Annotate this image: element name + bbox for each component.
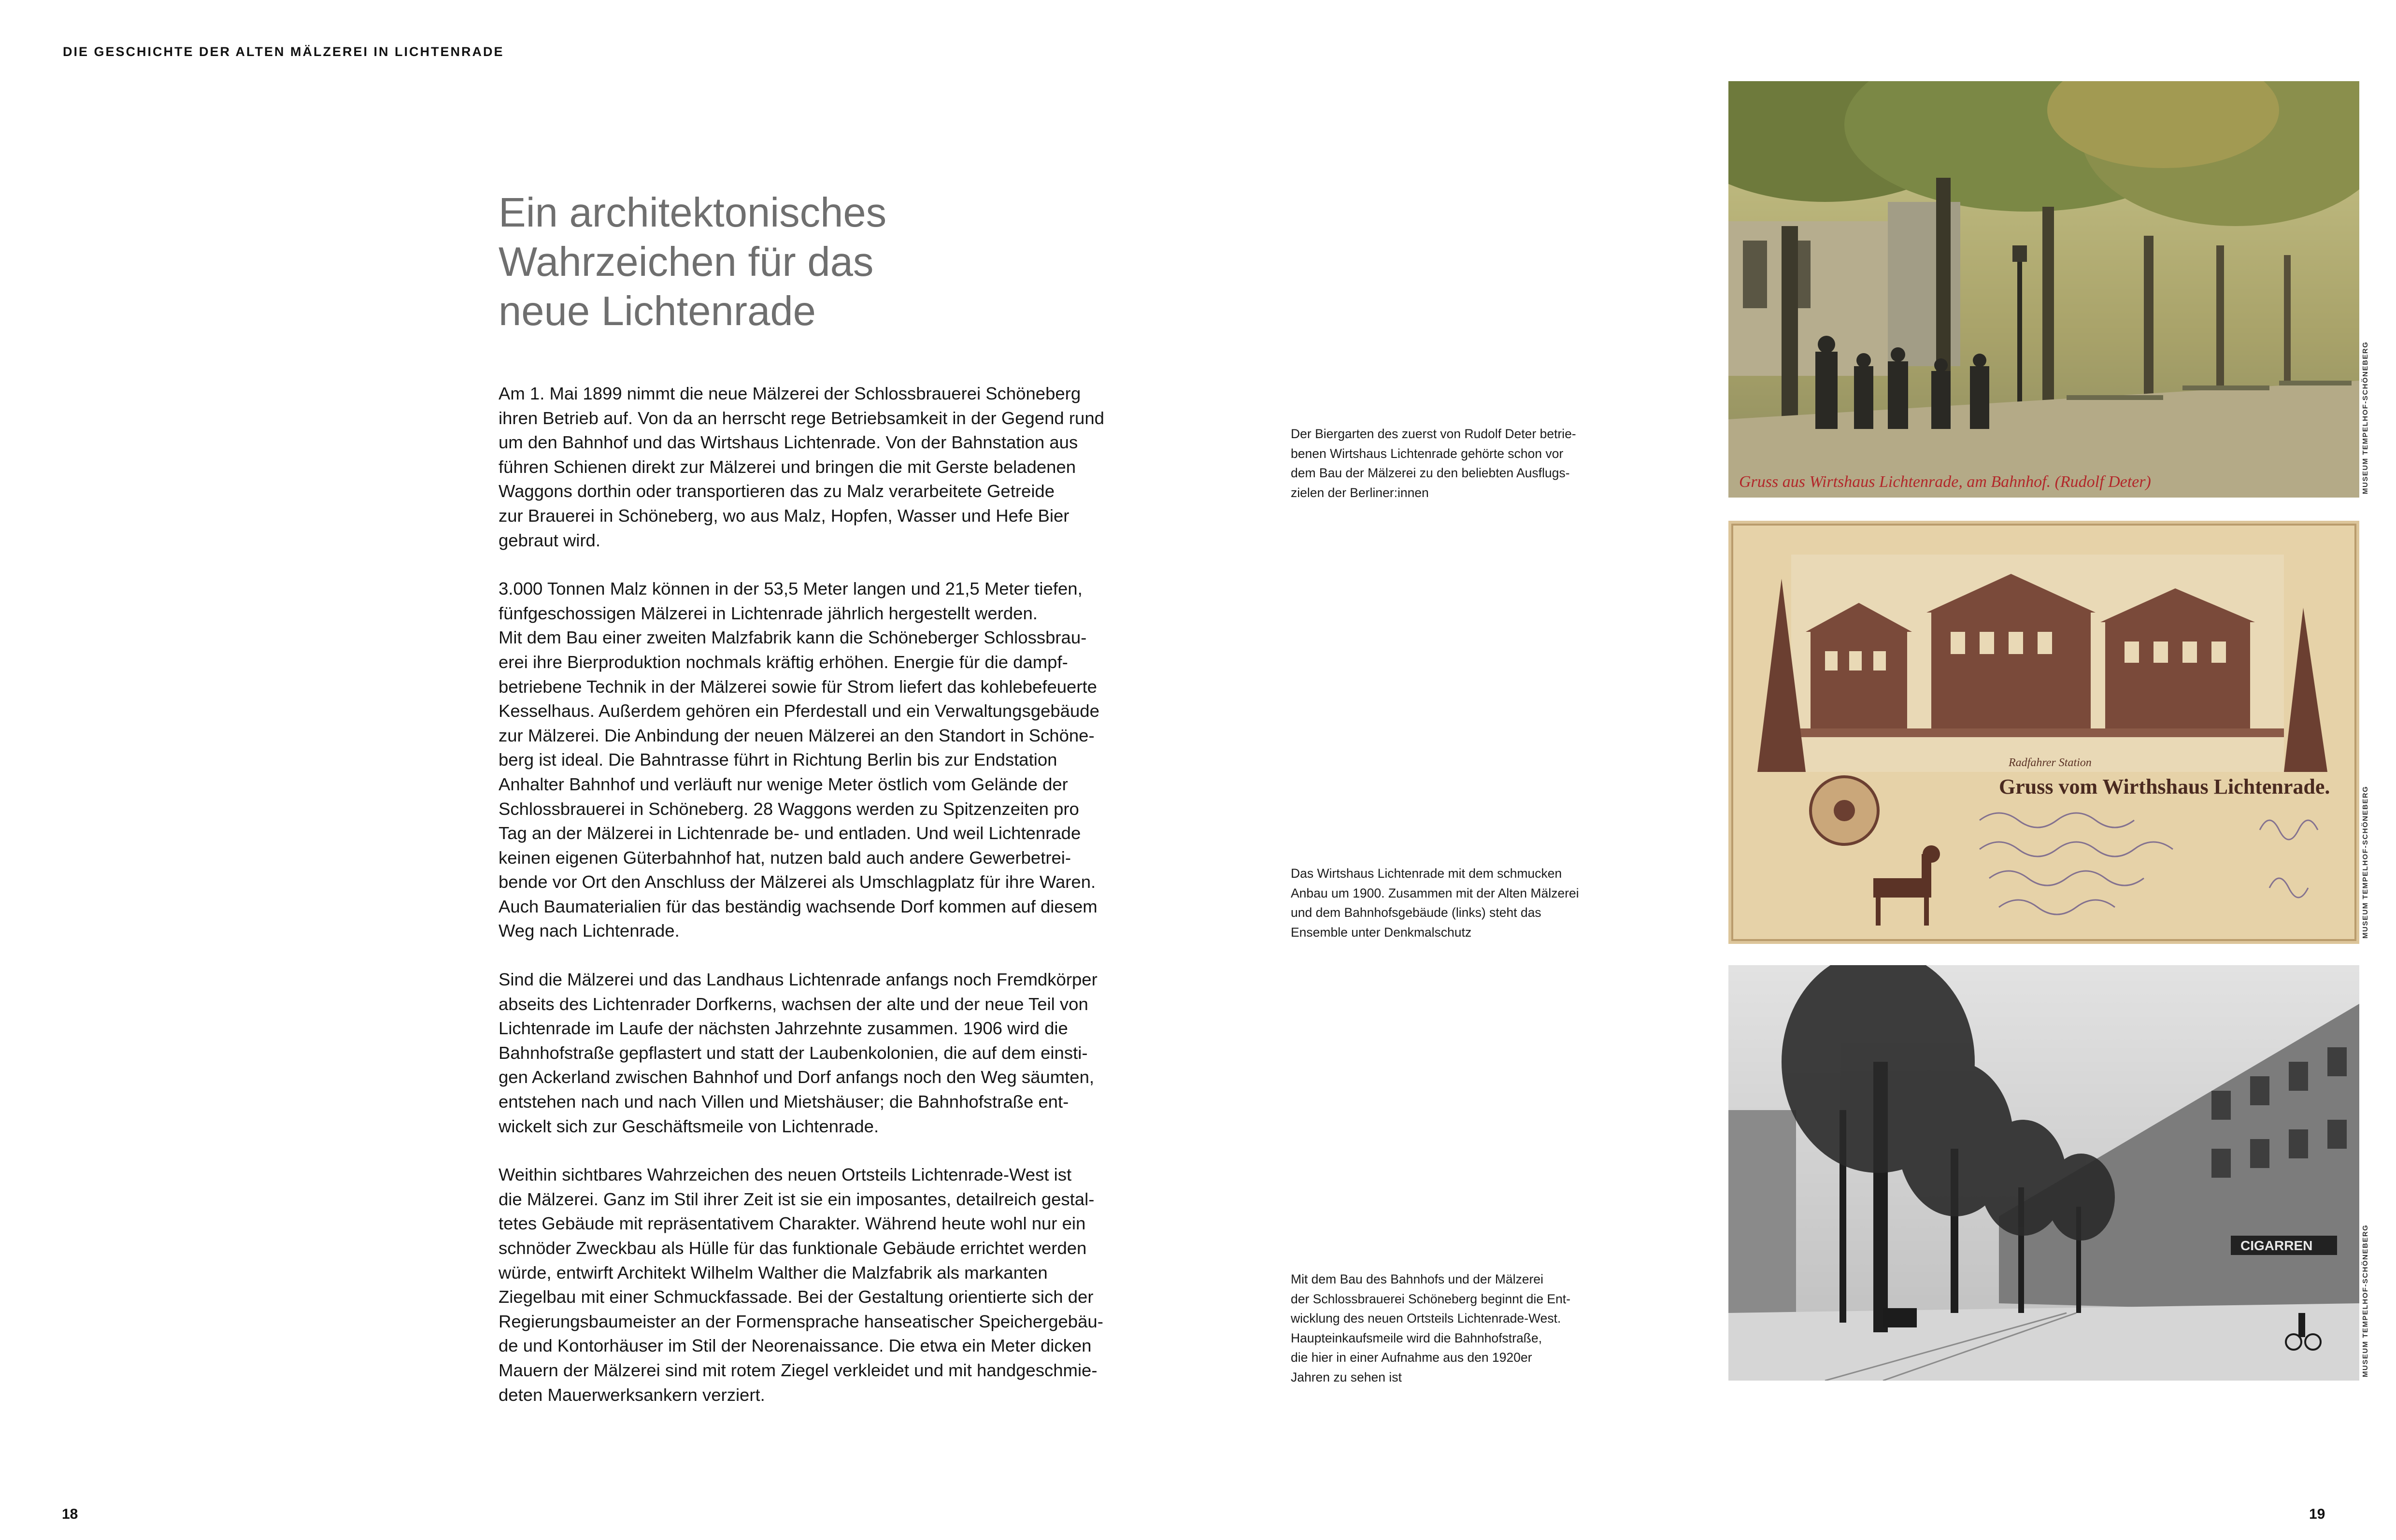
caption-beer-garden: Der Biergarten des zuerst von Rudolf Deter betrie- benen Wirtshaus Lichtenrade gehörte schon vor dem Bau der Mälzerei zu den beliebten Ausflugs- zielen der Berliner:innen [1291,427,1576,500]
page-number-right: 19 [2309,1506,2325,1522]
photo-wirtshaus-postcard [1728,521,2359,944]
shop-sign: CIGARREN [2240,1238,2313,1253]
postcard-station-label: Radfahrer Station [2009,756,2092,769]
postcard-inscription: Gruss aus Wirtshaus Lichtenrade, am Bahnhof. (Rudolf Deter) [1739,473,2151,491]
postcard-title: Gruss vom Wirthshaus Lichtenrade. [1999,775,2330,799]
photo-credit: MUSEUM TEMPELHOF-SCHÖNEBERG [2361,1224,2369,1378]
photo-bahnhofstrasse [1728,965,2359,1381]
photo-credit: MUSEUM TEMPELHOF-SCHÖNEBERG [2361,785,2369,939]
photo-beer-garden [1728,81,2359,498]
caption-bahnhofstrasse: Mit dem Bau des Bahnhofs und der Mälzerei der Schlossbrauerei Schöneberg beginnt die Ent- wicklung des neuen Ortsteils Lichtenrade-West. Haupteinkaufsmeile wird die Bahnhofstraße, die hier in einer Aufnahme aus den 1920er Jahren zu sehen ist [1291,1272,1570,1384]
body-paragraph: Weithin sichtbares Wahrzeichen des neuen Ortsteils Lichtenrade-West ist die Mälzerei. Ganz im Stil ihrer Zeit ist sie ein imposantes, detailreich gestal- tetes Gebäude mit repräsentativem Charakter. Während heute wohl nur ein schnöder Zweckbau als Hülle für das funktionale Gebäude errichtet werden würde, entwirft Architekt Wilhelm Walther die Malzfabrik als markanten Ziegelbau mit einer Schmuckfassade. Bei der Gestaltung orientierte sich der Regierungsbaumeister an der Formensprache hanseatischer Speichergebäu- de und Kontorhäuser im Stil der Neorenaissance. Die etwa ein Meter dicken Mauern der Mälzerei sind mit rotem Ziegel verkleidet und mit handgeschmie- deten Mauerwerksankern verziert. [499,1165,1103,1405]
page-number-left: 18 [62,1506,78,1522]
body-paragraph: Am 1. Mai 1899 nimmt die neue Mälzerei der Schlossbrauerei Schöneberg ihren Betrieb auf. Von da an herrscht rege Betriebsamkeit in der Gegend rund um den Bahnhof und das Wirtshaus Lichtenrade. Von der Bahnstation aus führen Schienen direkt zur Mälzerei und bringen die mit Gerste beladenen Waggons dorthin oder transportieren das zu Malz verarbeitete Getreide zur Brauerei in Schöneberg, wo aus Malz, Hopfen, Wasser und Hefe Bier gebraut wird. [499,384,1104,550]
body-paragraph: Sind die Mälzerei und das Landhaus Lichtenrade anfangs noch Fremdkörper abseits des Lichtenrader Dorfkerns, wachsen der alte und der neue Teil von Lichtenrade im Laufe der nächsten Jahrzehnte zusammen. 1906 wird die Bahnhofstraße gepflastert und statt der Laubenkolonien, die auf dem einsti- gen Ackerland zwischen Bahnhof und Dorf anfangs noch den Weg säumten, entstehen nach und nach Villen und Mietshäuser; die Bahnhofstraße ent- wickelt sich zur Geschäftsmeile von Lichtenrade. [499,970,1098,1136]
caption-wirtshaus: Das Wirtshaus Lichtenrade mit dem schmucken Anbau um 1900. Zusammen mit der Alten Mälzerei und dem Bahnhofsgebäude (links) steht das Ensemble unter Denkmalschutz [1291,866,1579,940]
running-head: DIE GESCHICHTE DER ALTEN MÄLZEREI IN LICHTENRADE [63,44,504,59]
headline: Ein architektonisches Wahrzeichen für das neue Lichtenrade [499,190,887,334]
photo-credit: MUSEUM TEMPELHOF-SCHÖNEBERG [2361,341,2369,495]
body-text [499,382,1136,1431]
body-paragraph: 3.000 Tonnen Malz können in der 53,5 Meter langen und 21,5 Meter tiefen, fünfgeschossigen Mälzerei in Lichtenrade jährlich hergestellt werden. Mit dem Bau einer zweiten Malzfabrik kann die Schöneberger Schlossbrau- erei ihre Bierproduktion nochmals kräftig erhöhen. Energie für die dampf- betriebene Technik in der Mälzerei sowie für Strom liefert das kohlebefeuerte Kesselhaus. Außerdem gehören ein Pferdestall und ein Verwaltungsgebäude zur Mälzerei. Die Anbindung der neuen Mälzerei an den Standort in Schöne- berg ist ideal. Die Bahntrasse führt in Richtung Berlin bis zur Endstation Anhalter Bahnhof und verläuft nur wenige Meter östlich vom Gelände der Schlossbrauerei in Schöneberg. 28 Waggons werden zu Spitzenzeiten pro Tag an der Mälzerei in Lichtenrade be- und entladen. Und weil Lichtenrade keinen eigenen Güterbahnhof hat, nutzen bald auch andere Gewerbetrei- bende vor Ort den Anschluss der Mälzerei als Umschlagplatz für ihre Waren. Auch Baumaterialien für das beständig wachsende Dorf kommen auf diesem Weg nach Lichtenrade. [499,579,1099,941]
